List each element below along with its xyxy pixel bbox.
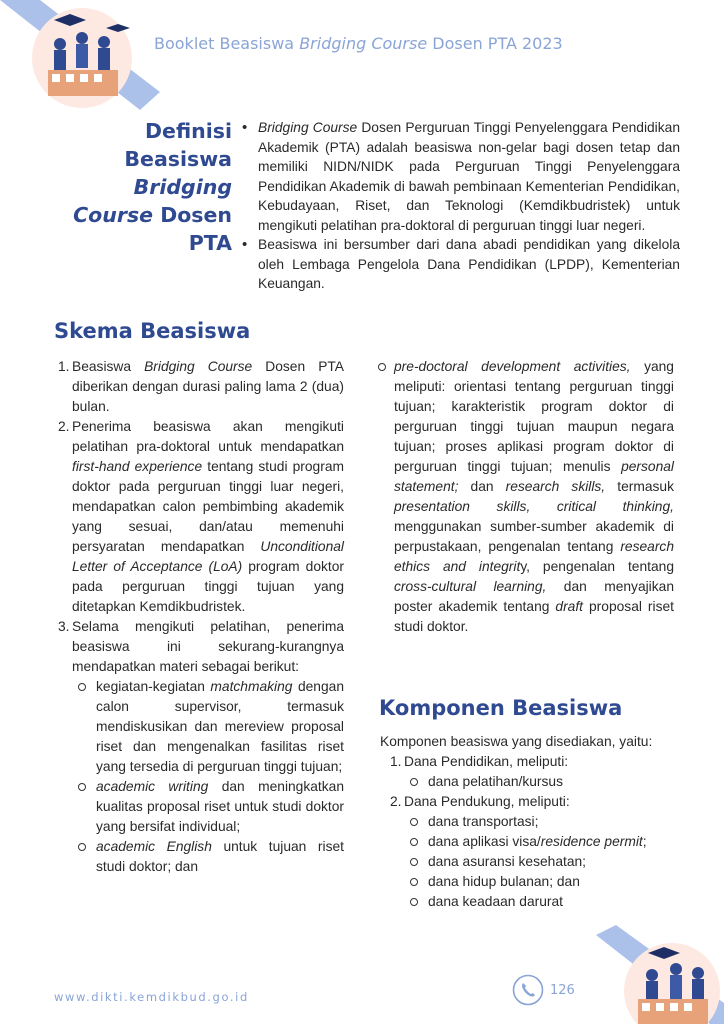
definisi-bullet: • Bridging Course Dosen Perguruan Tinggi Penyelenggara Pendidikan Akademik (PTA) adalah beasiswa non-gelar bagi dosen tetap dan memiliki NIDN/NIDK pada Perguruan Tinggi Penyelenggara Pendidikan Akademik di bawah pembinaan Kementerian Pendidikan, Kebudayaan, Riset, dan Teknologi (Kemdikbudristek) untuk mengikuti pelatihan pra-doktoral di perguruan tinggi luar negeri. <box>240 118 680 235</box>
komponen-subitem: dana hidup bulanan; dan <box>404 872 670 892</box>
komponen-subitem: dana pelatihan/kursus <box>404 772 670 792</box>
phone-icon <box>512 974 544 1006</box>
komponen-subitem: dana transportasi; <box>404 812 670 832</box>
komponen-item-2: 2. Dana Pendukung, meliputi: dana transportasi; dana aplikasi visa/residence permit; dana asuransi kesehatan; dana hidup bulanan; dan dana keadaan darurat <box>390 792 670 912</box>
komponen-subitem: dana keadaan darurat <box>404 892 670 912</box>
skema-item-1: 1. Beasiswa Bridging Course Dosen PTA diberikan dengan durasi paling lama 2 (dua) bulan. <box>58 359 344 414</box>
skema-right-column <box>372 357 674 637</box>
komponen-item-1: 1. Dana Pendidikan, meliputi: dana pelatihan/kursus <box>390 752 670 792</box>
footer-illustration <box>590 925 724 1024</box>
page-number: 126 <box>550 983 575 998</box>
skema-item-2: 2. Penerima beasiswa akan mengikuti pelatihan pra-doktoral untuk mendapatkan first-hand experience tentang studi program doktor pada perguruan tinggi luar negeri, mendapatkan calon pembimbing akademik yang sesuai, dan/atau memenuhi persyaratan mendapatkan Unconditional Letter of Acceptance (LoA) program doktor pada perguruan tinggi tujuan yang ditetapkan Kemdikbudristek. <box>58 419 345 614</box>
skema-left-column <box>58 357 344 877</box>
skema-heading: Skema Beasiswa <box>54 319 251 343</box>
skema-subitem-predoctoral: pre-doctoral development activities, yang meliputi: orientasi tentang perguruan tinggi tujuan; karakteristik program doktor di perguruan tinggi tujuan maupun negara tujuan; proses aplikasi program doktor di perguruan tinggi tujuan; menulis personal statement; dan research skills, termasuk presentation skills, critical thinking, menggunakan sumber-sumber akademik di perpustakaan, pengenalan tentang research ethics and integrity, pengenalan tentang cross-cultural learning, dan menyajikan poster akademik tentang draft proposal riset studi doktor. <box>372 357 674 637</box>
header-illustration <box>0 0 160 110</box>
komponen-content <box>380 732 670 912</box>
komponen-intro: Komponen beasiswa yang disediakan, yaitu: <box>380 734 653 749</box>
komponen-heading: Komponen Beasiswa <box>379 696 623 720</box>
komponen-subitem: dana asuransi kesehatan; <box>404 852 670 872</box>
skema-item-3: 3. Selama mengikuti pelatihan, penerima beasiswa ini sekurang-kurangnya mendapatkan materi sebagai berikut: kegiatan-kegiatan matchmaking dengan calon supervisor, termasuk mendiskusikan dan mereview proposal riset dan mengenalkan fasilitas riset yang tersedia di perguruan tinggi tujuan; academic writing dan meningkatkan kualitas proposal riset untuk studi doktor yang bersifat individual; academic English untuk tujuan riset studi doktor; dan <box>58 617 344 877</box>
skema-subitem-academic-english: academic English untuk tujuan riset studi doktor; dan <box>72 837 344 877</box>
footer-url[interactable]: www.dikti.kemdikbud.go.id <box>54 990 249 1004</box>
skema-subitem-academic-writing: academic writing dan meningkatkan kualitas proposal riset untuk studi doktor yang bersifat individual; <box>72 777 344 837</box>
definisi-heading: Definisi Beasiswa Bridging Course Dosen PTA <box>73 119 232 255</box>
definisi-bullet: • Beasiswa ini bersumber dari dana abadi pendidikan yang dikelola oleh Lembaga Pengelola Dana Pendidikan (LPDP), Kementerian Keuangan. <box>240 235 680 294</box>
skema-subitem-matchmaking: kegiatan-kegiatan matchmaking dengan calon supervisor, termasuk mendiskusikan dan mereview proposal riset dan mengenalkan fasilitas riset yang tersedia di perguruan tinggi tujuan; <box>72 677 344 777</box>
definisi-bullets <box>240 118 680 294</box>
booklet-header-title: Booklet Beasiswa Bridging Course Dosen PTA 2023 <box>154 34 563 53</box>
komponen-subitem: dana aplikasi visa/residence permit; <box>404 832 670 852</box>
